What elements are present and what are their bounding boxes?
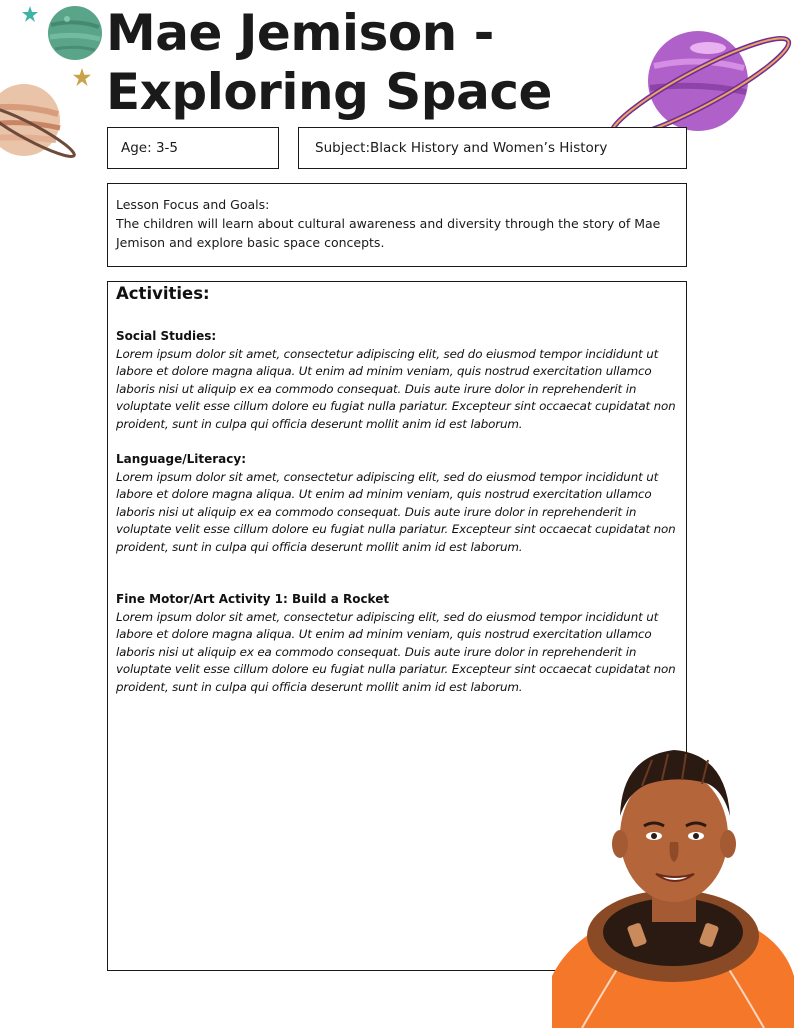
activity-section-build-rocket: [116, 591, 682, 696]
activity-heading: Fine Motor/Art Activity 1: Build a Rocket: [116, 592, 390, 606]
subject-label: Subject:Black History and Women’s History: [315, 140, 608, 156]
activity-heading: Social Studies:: [116, 329, 217, 343]
activity-body: Lorem ipsum dolor sit amet, consectetur adipiscing elit, sed do eiusmod tempor incididunt ut labore et dolore magna aliqua. Ut enim ad minim veniam, quis nostrud exercitation ullamco laboris nisi ut aliquip ex ea commodo consequat. Duis aute irure dolor in reprehenderit in voluptate velit esse cillum dolore eu fugiat nulla pariatur. Excepteur sint occaecat cupidatat non proident, sunt in culpa qui officia deserunt mollit anim id est laborum.: [116, 469, 676, 554]
activity-body: Lorem ipsum dolor sit amet, consectetur adipiscing elit, sed do eiusmod tempor incididunt ut labore et dolore magna aliqua. Ut enim ad minim veniam, quis nostrud exercitation ullamco laboris nisi ut aliquip ex ea commodo consequat. Duis aute irure dolor in reprehenderit in voluptate velit esse cillum dolore eu fugiat nulla pariatur. Excepteur sint occaecat cupidatat non proident, sunt in culpa qui officia deserunt mollit anim id est laborum.: [116, 609, 676, 694]
subject-box: [298, 127, 687, 169]
age-box: [107, 127, 279, 169]
astronaut-illustration: [552, 746, 794, 1028]
title-line-2: Exploring Space: [106, 63, 552, 121]
teal-star-icon: [22, 6, 38, 22]
focus-text: The children will learn about cultural awareness and diversity through the story of Mae Jemison and explore basic space concepts.: [116, 216, 661, 250]
activity-section-language-literacy: [116, 451, 682, 556]
activity-heading: Language/Literacy:: [116, 452, 247, 466]
focus-label: Lesson Focus and Goals:: [116, 197, 270, 212]
activities-title: Activities:: [116, 284, 210, 303]
activity-section-social-studies: [116, 328, 682, 433]
purple-saturn-icon: [606, 26, 794, 138]
lesson-focus-box: [107, 183, 687, 267]
activity-body: Lorem ipsum dolor sit amet, consectetur adipiscing elit, sed do eiusmod tempor incididunt ut labore et dolore magna aliqua. Ut enim ad minim veniam, quis nostrud exercitation ullamco laboris nisi ut aliquip ex ea commodo consequat. Duis aute irure dolor in reprehenderit in voluptate velit esse cillum dolore eu fugiat nulla pariatur. Excepteur sint occaecat cupidatat non proident, sunt in culpa qui officia deserunt mollit anim id est laborum.: [116, 346, 676, 431]
title-line-1: Mae Jemison -: [106, 4, 494, 62]
age-label: Age: 3-5: [121, 140, 178, 156]
page-title: [106, 4, 626, 122]
green-planet-icon: [47, 5, 103, 61]
ringed-planet-icon: [0, 78, 84, 162]
